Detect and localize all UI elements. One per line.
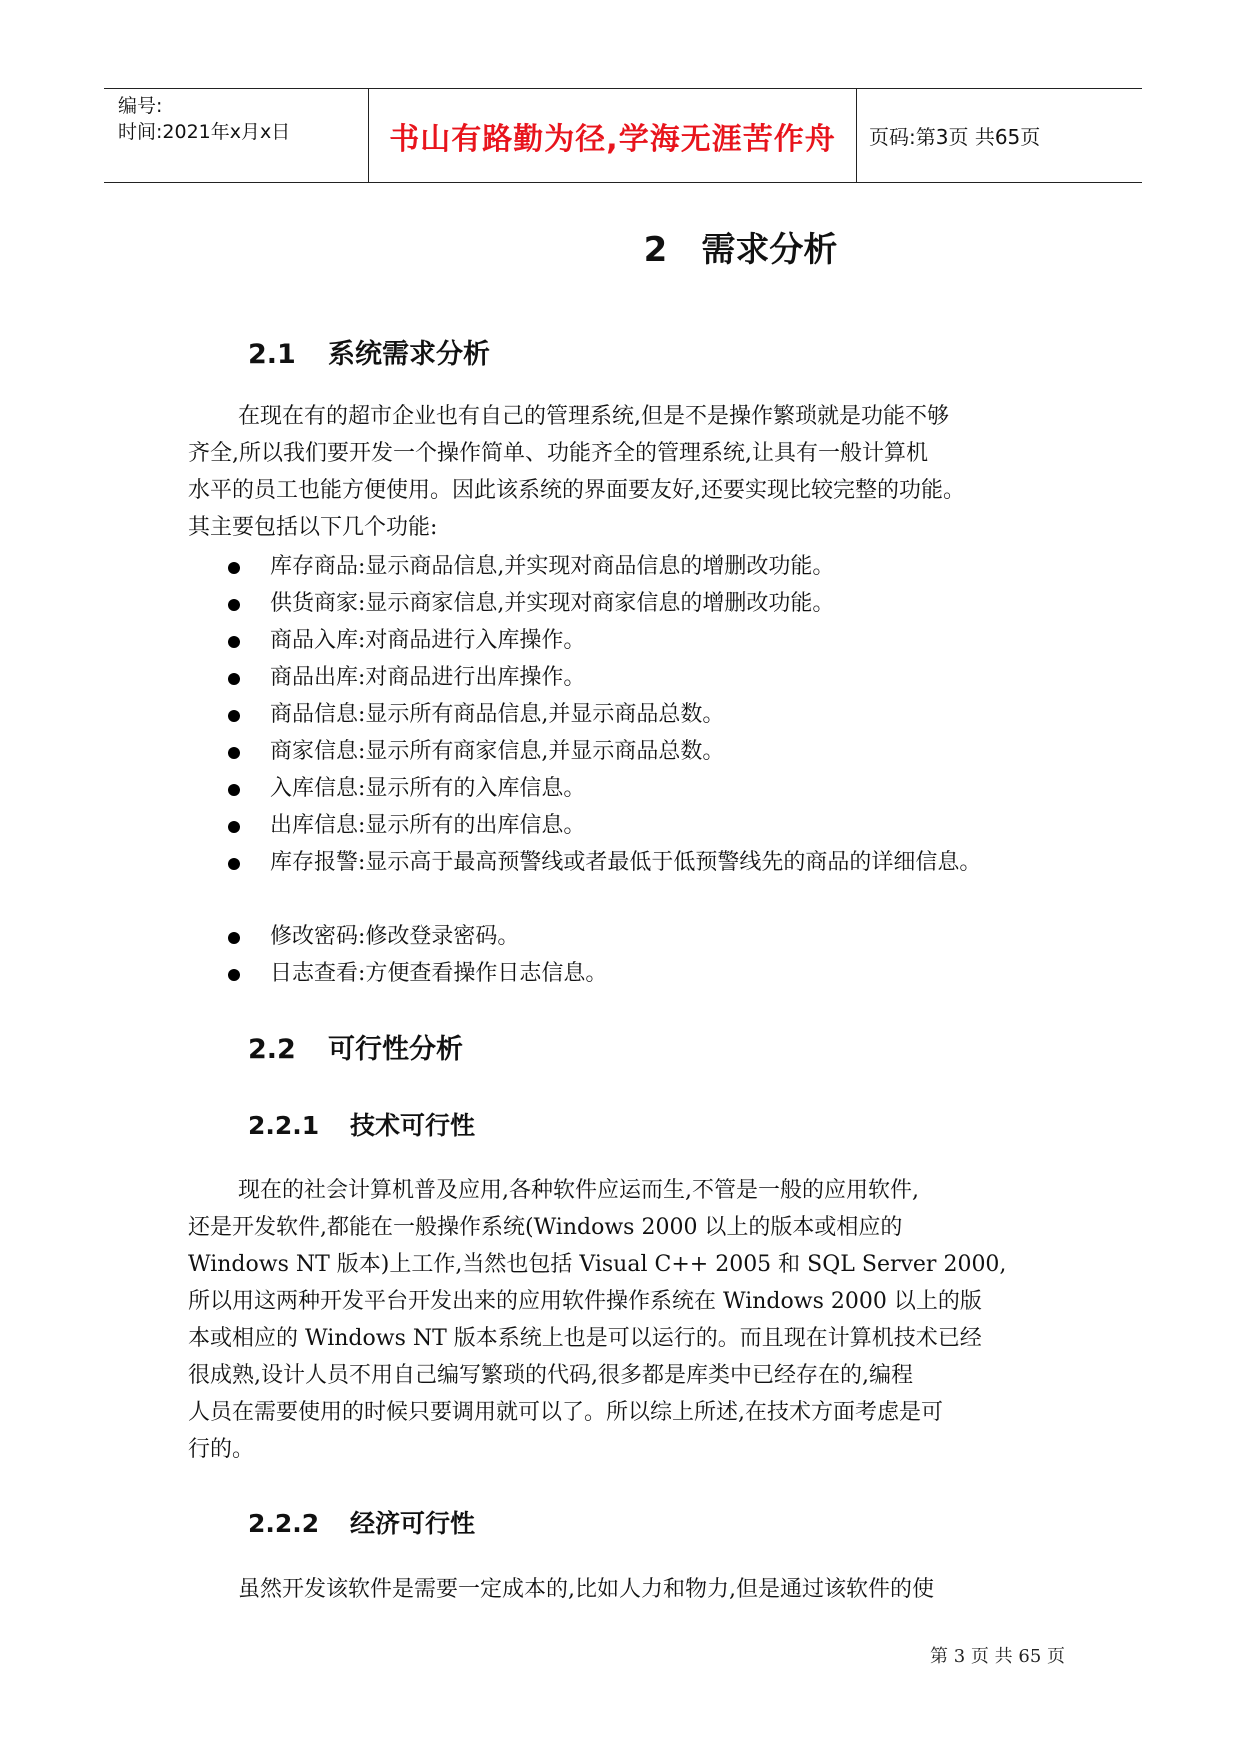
section-2-1-heading [248,332,490,371]
list-item-text: 日志查看:方便查看操作日志信息。 [270,961,608,986]
bullet-dot [228,636,240,648]
list-item-text: 供货商家:显示商家信息,并实现对商家信息的增删改功能。 [270,591,835,616]
section-number: 2.2.2 [248,1509,320,1538]
chapter-number: 2 [643,230,668,270]
list-item [220,696,1070,733]
header-left-cell [104,89,368,182]
list-item [220,955,1070,992]
paragraph-line: 还是开发软件,都能在一般操作系统(Windows 2000 以上的版本或相应的 [188,1215,903,1240]
section-number: 2.2 [248,1034,296,1065]
paragraph-line: 虽然开发该软件是需要一定成本的,比如人力和物力,但是通过该软件的使 [238,1577,934,1602]
list-item-text: 商品信息:显示所有商品信息,并显示商品总数。 [270,702,725,727]
list-item [220,585,1070,622]
list-item-text: 商品出库:对商品进行出库操作。 [270,665,586,690]
paragraph-line: 本或相应的 Windows NT 版本系统上也是可以运行的。而且现在计算机技术已经 [188,1326,982,1351]
paragraph-line: Windows NT 版本)上工作,当然也包括 Visual C++ 2005 和 SQL Server 2000, [188,1252,1007,1277]
list-item [220,844,1070,918]
list-item-text: 商家信息:显示所有商家信息,并显示商品总数。 [270,739,725,764]
header-motto-cell [368,89,857,182]
section-2-2-heading [248,1027,463,1066]
time-label: 时间:2021年x月x日 [118,121,291,143]
bullet-dot [228,784,240,796]
chapter-title: 需求分析 [701,230,838,270]
bullet-dot [228,673,240,685]
header-right-cell [857,89,1142,182]
bullet-dot [228,710,240,722]
page-footer: 第 3 页 共 65 页 [930,1646,1065,1667]
section-number: 2.1 [248,339,296,370]
list-item-highlighted [220,807,1070,844]
paragraph-line: 其主要包括以下几个功能: [188,515,438,540]
list-item [220,548,1070,585]
section-2-2-2-heading [248,1504,475,1540]
section-2-2-1-heading [248,1106,475,1142]
bullet-dot [228,858,240,870]
paragraph-line: 人员在需要使用的时候只要调用就可以了。所以综上所述,在技术方面考虑是可 [188,1400,943,1425]
serial-label: 编号: [118,95,163,117]
section-title: 技术可行性 [350,1111,476,1140]
list-item-text: 修改密码:修改登录密码。 [270,924,520,949]
header-page-info: 页码:第3页 共65页 [869,125,1041,149]
bullet-dot [228,969,240,981]
feature-list [220,548,1070,992]
paragraph-line: 所以用这两种开发平台开发出来的应用软件操作系统在 Windows 2000 以上的版 [188,1289,982,1314]
bullet-dot [228,562,240,574]
paragraph-line: 行的。 [188,1437,255,1462]
list-item-text: 商品入库:对商品进行入库操作。 [270,628,586,653]
bullet-dot [228,747,240,759]
list-item-highlighted [220,622,1070,659]
list-item [220,918,1070,955]
paragraph-line: 在现在有的超市企业也有自己的管理系统,但是不是操作繁琐就是功能不够 [238,404,949,429]
list-item [220,733,1070,770]
list-item-highlighted [220,770,1070,807]
paragraph-line: 齐全,所以我们要开发一个操作简单、功能齐全的管理系统,让具有一般计算机 [188,441,928,466]
section-title: 经济可行性 [350,1509,476,1538]
bullet-dot [228,599,240,611]
list-item-text: 库存报警:显示高于最高预警线或者最低于低预警线先的商品的详细信息。 [270,850,982,875]
section-title: 系统需求分析 [328,339,490,370]
paragraph-line: 现在的社会计算机普及应用,各种软件应运而生,不管是一般的应用软件, [238,1178,919,1203]
paragraph-line: 水平的员工也能方便使用。因此该系统的界面要友好,还要实现比较完整的功能。 [188,478,965,503]
list-item-text: 出库信息:显示所有的出库信息。 [270,813,586,838]
section-number: 2.2.1 [248,1111,320,1140]
list-item-highlighted [220,659,1070,696]
bullet-dot [228,932,240,944]
page-header [104,88,1142,183]
section-title: 可行性分析 [328,1034,463,1065]
paragraph-line: 很成熟,设计人员不用自己编写繁琐的代码,很多都是库类中已经存在的,编程 [188,1363,913,1388]
list-item-text: 入库信息:显示所有的入库信息。 [270,776,586,801]
chapter-heading [0,222,1241,271]
list-item-text: 库存商品:显示商品信息,并实现对商品信息的增删改功能。 [270,554,835,579]
bullet-dot [228,821,240,833]
motto: 书山有路勤为径,学海无涯苦作舟 [389,121,836,157]
